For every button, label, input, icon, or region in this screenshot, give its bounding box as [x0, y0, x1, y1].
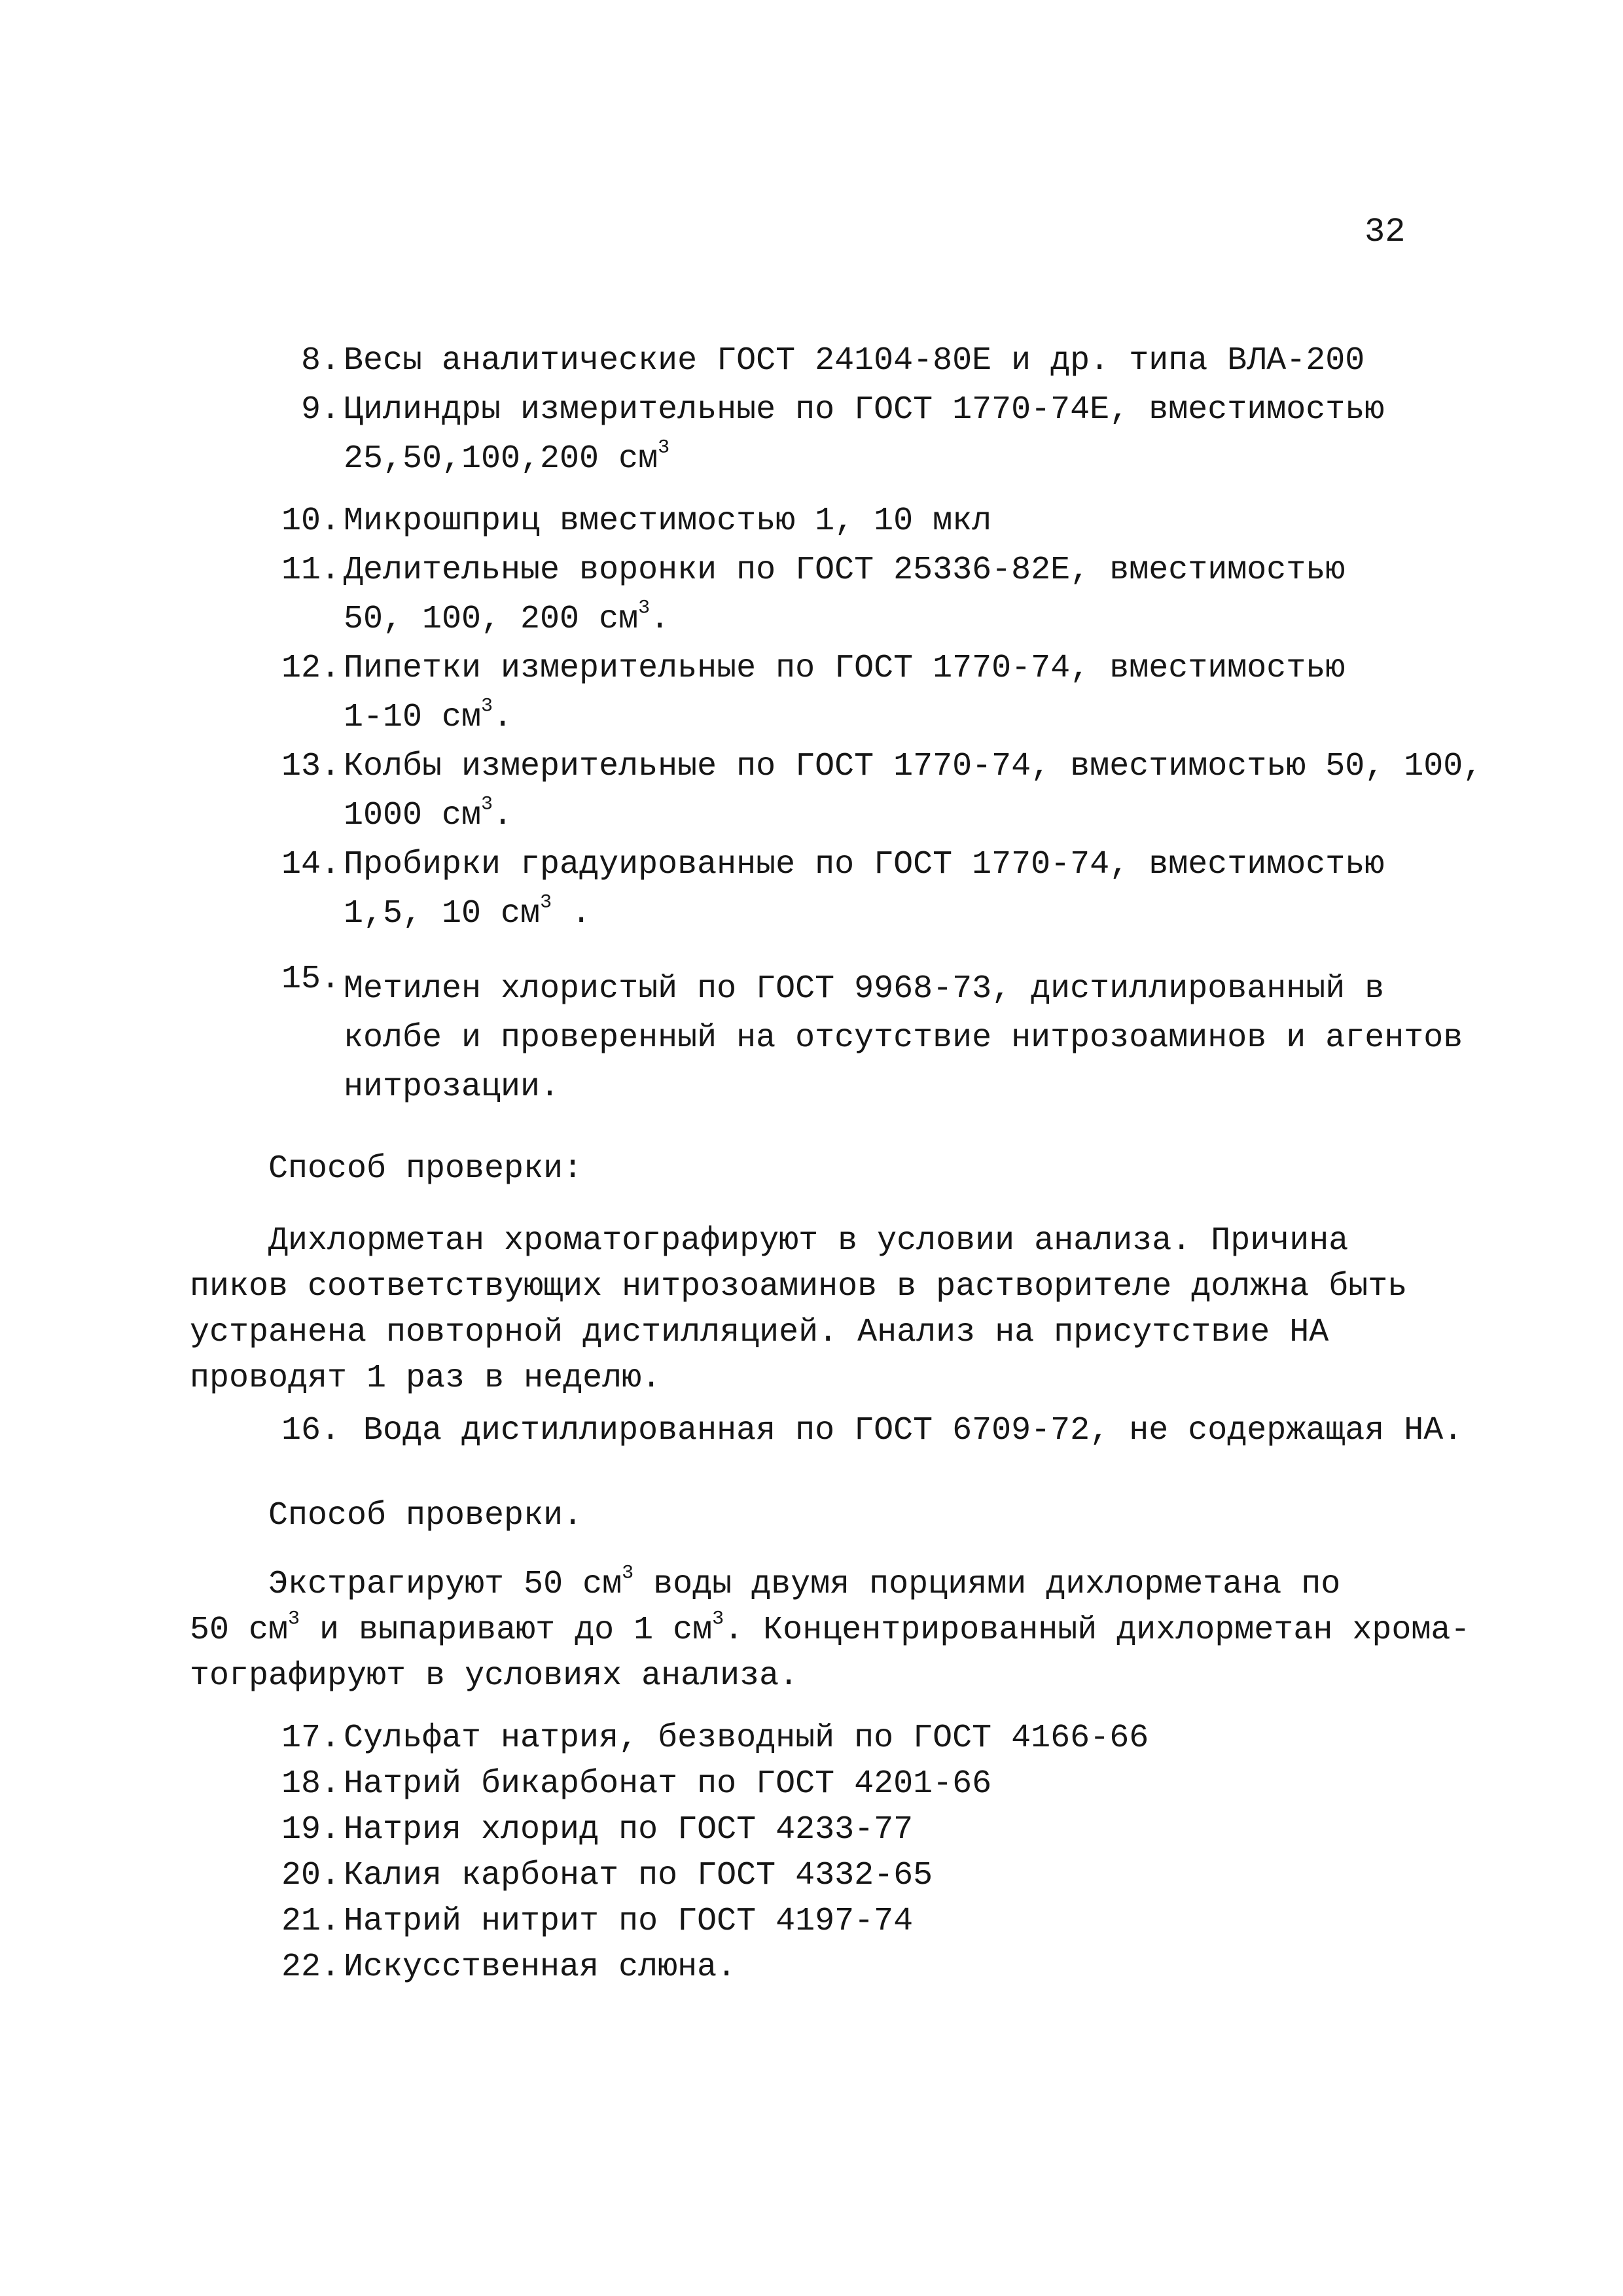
paragraph-line: устранена повторной дистилляцией. Анализ на присутствие НА	[190, 1314, 1329, 1351]
paragraph-line: Экстрагируют 50 $см^3$ воды двумя порциями дихлорметана по	[268, 1562, 1341, 1603]
paragraph-line: 50 $см^3$ и выпаривают до 1 $см^3$. Концентрированный дихлорметан хрома-	[190, 1608, 1471, 1649]
item-number: 20.	[281, 1857, 340, 1894]
item-text: Колбы измерительные по ГОСТ 1770-74, вместимостью 50, 100,	[344, 748, 1483, 785]
item-text: Натрия хлорид по ГОСТ 4233-77	[344, 1811, 914, 1848]
item-text-continued: 50, 100, 200 $см^3$.	[344, 597, 670, 638]
item-number: 16.	[281, 1412, 340, 1449]
item-text: Пипетки измерительные по ГОСТ 1770-74, вместимостью	[344, 650, 1346, 687]
paragraph-line: пиков соответствующих нитрозоаминов в растворителе должна быть	[190, 1268, 1408, 1305]
item-number: 17.	[281, 1720, 340, 1757]
item-text-continued: 1-10 $см^3$.	[344, 695, 513, 736]
item-text: Метилен хлористый по ГОСТ 9968-73, дистиллированный в	[344, 970, 1385, 1008]
item-text: Весы аналитические ГОСТ 24104-80Е и др. типа ВЛА-200	[344, 342, 1365, 380]
paragraph-line: тографируют в условиях анализа.	[190, 1657, 799, 1695]
item-number: 8.	[300, 342, 340, 380]
item-text: Натрий бикарбонат по ГОСТ 4201-66	[344, 1765, 992, 1803]
item-number: 22.	[281, 1949, 340, 1986]
paragraph-line: проводят 1 раз в неделю.	[190, 1360, 662, 1397]
item-number: 9.	[300, 391, 340, 429]
item-text: Сульфат натрия, безводный по ГОСТ 4166-66	[344, 1720, 1149, 1757]
item-number: 21.	[281, 1903, 340, 1940]
item-text: Натрий нитрит по ГОСТ 4197-74	[344, 1903, 914, 1940]
item-text-continued: колбе и проверенный на отсутствие нитрозоаминов и агентов	[344, 1019, 1463, 1057]
item-number: 13.	[281, 748, 340, 785]
section-heading: Способ проверки:	[268, 1150, 583, 1188]
item-number: 11.	[281, 552, 340, 589]
item-text: Микрошприц вместимостью 1, 10 мкл	[344, 503, 992, 540]
item-text: Вода дистиллированная по ГОСТ 6709-72, не содержащая НА.	[363, 1412, 1463, 1449]
item-text-continued: 1,5, 10 $см^3$ .	[344, 891, 592, 932]
item-text: Пробирки градуированные по ГОСТ 1770-74, вместимостью	[344, 846, 1385, 883]
item-number: 10.	[281, 503, 340, 540]
item-number: 19.	[281, 1811, 340, 1848]
item-text-continued: 1000 $см^3$.	[344, 793, 513, 834]
item-text-continued: нитрозации.	[344, 1069, 560, 1106]
item-number: 15.	[281, 961, 340, 998]
page-number: 32	[1364, 213, 1406, 251]
paragraph-line: Дихлорметан хроматографируют в условии анализа. Причина	[268, 1222, 1349, 1260]
item-text: Делительные воронки по ГОСТ 25336-82Е, вместимостью	[344, 552, 1346, 589]
item-number: 14.	[281, 846, 340, 883]
section-heading: Способ проверки.	[268, 1497, 583, 1534]
item-text: Цилиндры измерительные по ГОСТ 1770-74Е, вместимостью	[344, 391, 1385, 429]
item-number: 18.	[281, 1765, 340, 1803]
item-text: Искусственная слюна.	[344, 1949, 737, 1986]
item-text: Калия карбонат по ГОСТ 4332-65	[344, 1857, 933, 1894]
item-number: 12.	[281, 650, 340, 687]
item-text-continued: 25,50,100,200 $см^3$	[344, 436, 670, 478]
